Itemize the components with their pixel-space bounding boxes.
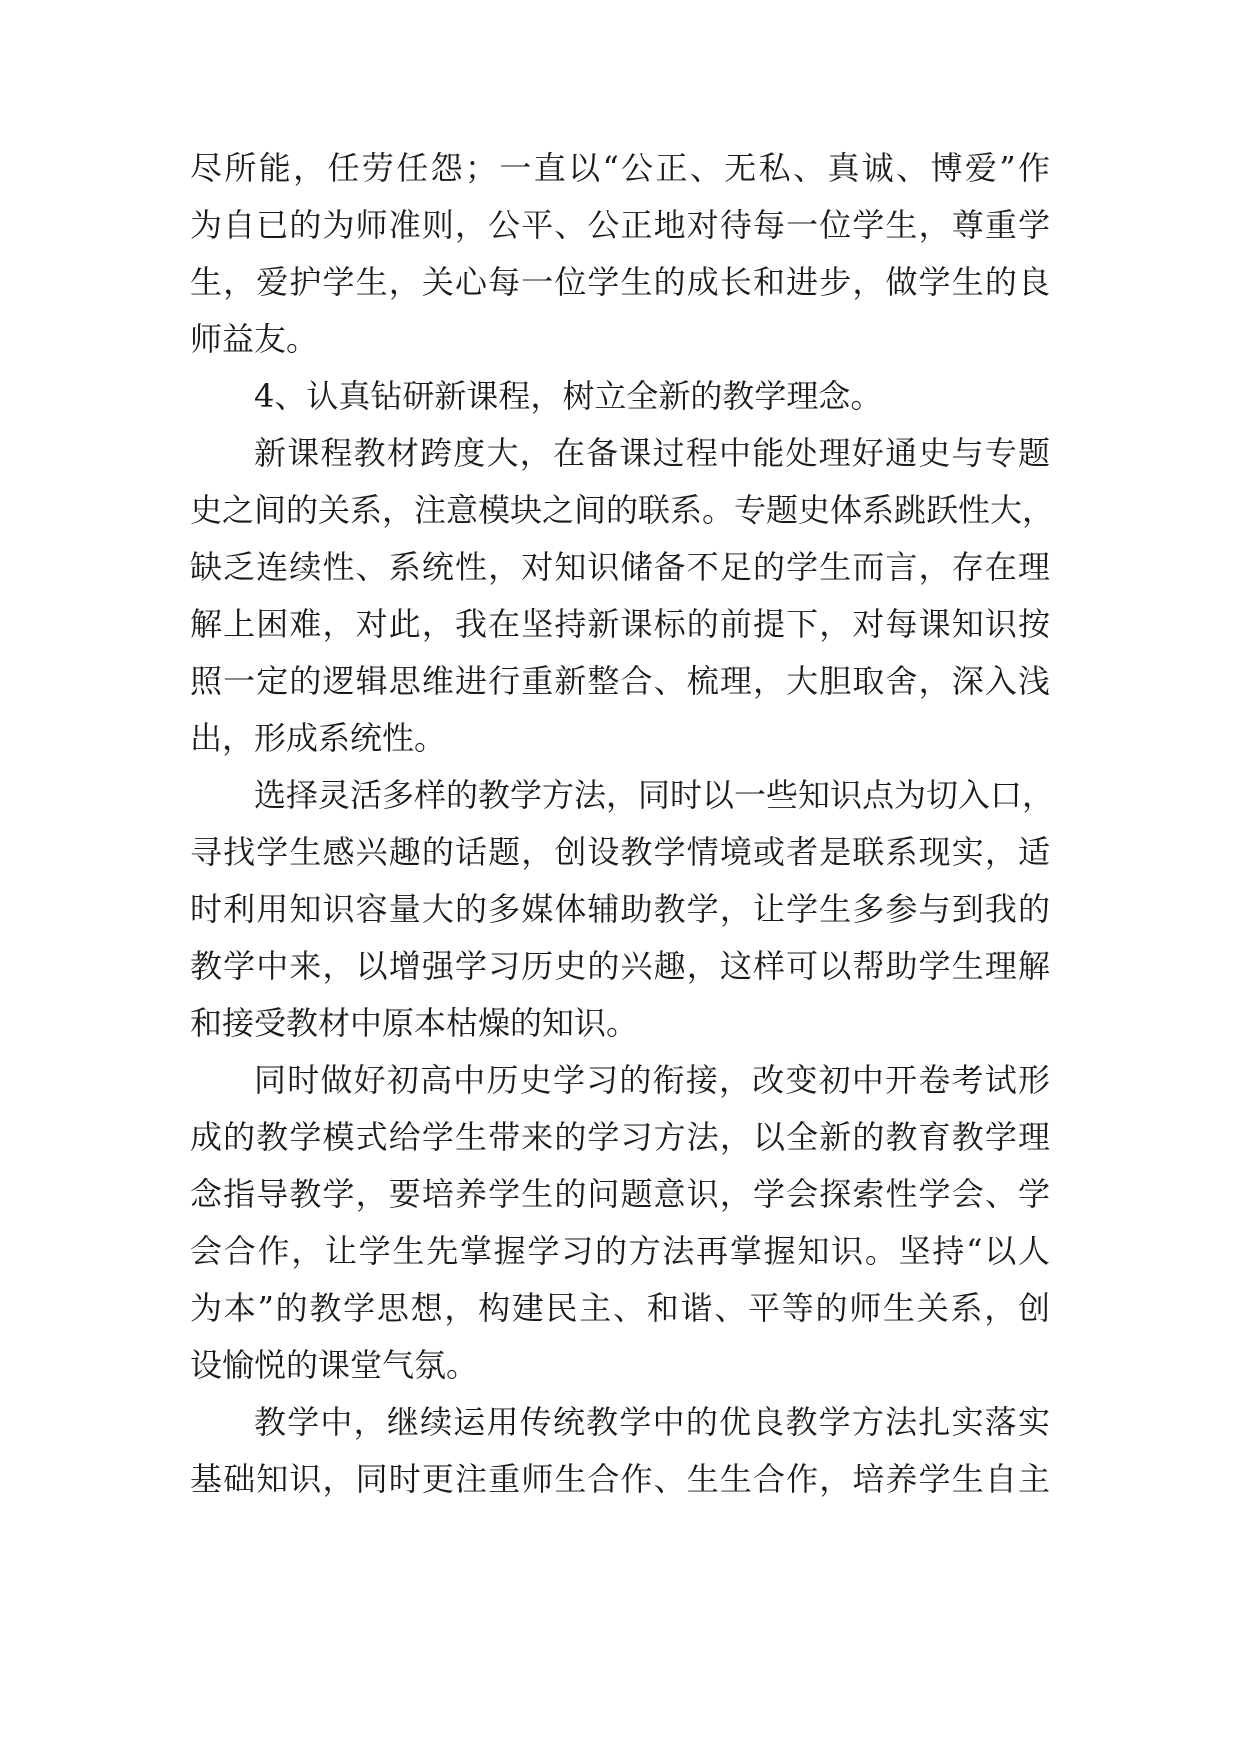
text-line: 师益友。 [190, 320, 319, 358]
text-line: 基础知识，同时更注重师生合作、生生合作，培养学生自主 [190, 1460, 1050, 1498]
text-line: 缺乏连续性、系统性，对知识储备不足的学生而言，存在理 [190, 548, 1050, 586]
text-line: 新课程教材跨度大，在备课过程中能处理好通史与专题 [254, 434, 1050, 472]
text-line: 会合作，让学生先掌握学习的方法再掌握知识。坚持“以人 [190, 1232, 1050, 1270]
text-line: 尽所能，任劳任怨；一直以“公正、无私、真诚、博爱”作 [190, 149, 1050, 187]
text-line: 为自已的为师准则，公平、公正地对待每一位学生，尊重学 [190, 206, 1050, 244]
text-line: 和接受教材中原本枯燥的知识。 [190, 1004, 639, 1042]
text-line: 为本”的教学思想，构建民主、和谐、平等的师生关系，创 [190, 1289, 1050, 1327]
text-line: 寻找学生感兴趣的话题，创设教学情境或者是联系现实，适 [190, 833, 1050, 871]
text-line: 同时做好初高中历史学习的衔接，改变初中开卷考试形 [254, 1061, 1050, 1099]
text-line: 时利用知识容量大的多媒体辅助教学，让学生多参与到我的 [190, 890, 1050, 928]
text-line: 出，形成系统性。 [190, 719, 447, 757]
text-line: 生，爱护学生，关心每一位学生的成长和进步，做学生的良 [190, 263, 1050, 301]
text-line: 照一定的逻辑思维进行重新整合、梳理，大胆取舍，深入浅 [190, 662, 1050, 700]
text-line: 成的教学模式给学生带来的学习方法，以全新的教育教学理 [190, 1118, 1050, 1156]
text-line: 念指导教学，要培养学生的问题意识，学会探索性学会、学 [190, 1175, 1050, 1213]
text-line: 教学中，继续运用传统教学中的优良教学方法扎实落实 [254, 1403, 1050, 1441]
text-line: 史之间的关系，注意模块之间的联系。专题史体系跳跃性大， [190, 491, 1055, 529]
text-line: 教学中来，以增强学习历史的兴趣，这样可以帮助学生理解 [190, 947, 1050, 985]
text-line: 设愉悦的课堂气氛。 [190, 1346, 479, 1384]
section-heading: 4、认真钻研新课程，树立全新的教学理念。 [254, 377, 883, 415]
text-line: 选择灵活多样的教学方法，同时以一些知识点为切入口， [254, 776, 1055, 814]
text-line: 解上困难，对此，我在坚持新课标的前提下，对每课知识按 [190, 605, 1050, 643]
